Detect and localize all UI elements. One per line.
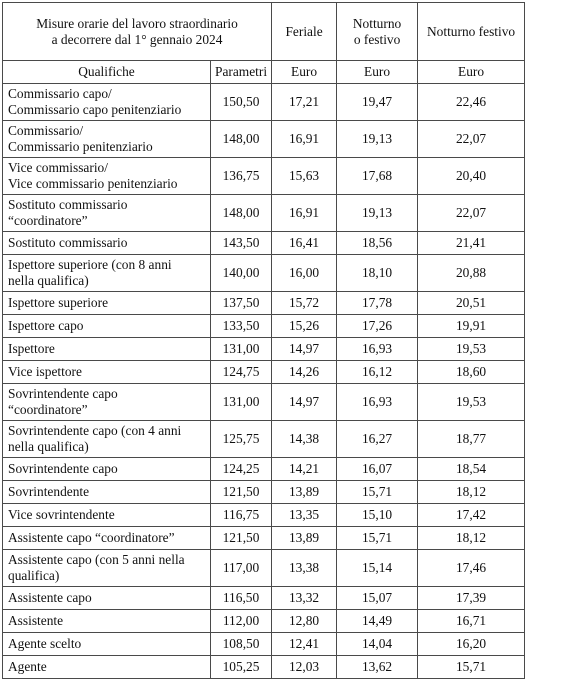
notturno-cell: 16,07 bbox=[337, 458, 418, 481]
table-row bbox=[3, 550, 525, 587]
notturno-festivo-cell: 19,91 bbox=[418, 315, 525, 338]
qualifica-cell bbox=[3, 338, 211, 361]
qualifica-cell bbox=[3, 121, 211, 158]
qualifica-label: Vice commissario/ Vice commissario penitenziario bbox=[8, 160, 178, 191]
table-title-line1: Misure orarie del lavoro straordinario bbox=[36, 15, 238, 31]
parametro-cell: 150,50 bbox=[211, 84, 272, 121]
qualifica-cell bbox=[3, 361, 211, 384]
qualifica-cell bbox=[3, 481, 211, 504]
table-row bbox=[3, 338, 525, 361]
parametro-cell: 137,50 bbox=[211, 292, 272, 315]
parametro-cell: 125,75 bbox=[211, 421, 272, 458]
table-row bbox=[3, 656, 525, 679]
qualifica-label: Commissario capo/ Commissario capo penitenziario bbox=[8, 86, 182, 117]
qualifica-label: Ispettore bbox=[8, 341, 55, 356]
table-row bbox=[3, 292, 525, 315]
subheader-row bbox=[3, 61, 525, 84]
overtime-rates-table bbox=[2, 2, 525, 679]
parametro-cell: 116,75 bbox=[211, 504, 272, 527]
table-row bbox=[3, 610, 525, 633]
qualifica-cell bbox=[3, 255, 211, 292]
qualifica-label: Assistente capo (con 5 anni nella qualifica) bbox=[8, 552, 185, 583]
table-row bbox=[3, 158, 525, 195]
qualifica-label: Agente bbox=[8, 659, 47, 674]
feriale-cell: 12,41 bbox=[272, 633, 337, 656]
col-header-notturno bbox=[337, 3, 418, 61]
notturno-cell: 15,14 bbox=[337, 550, 418, 587]
notturno-cell: 19,13 bbox=[337, 195, 418, 232]
col-header-feriale: Feriale bbox=[272, 3, 337, 61]
table-row bbox=[3, 195, 525, 232]
feriale-cell: 15,63 bbox=[272, 158, 337, 195]
feriale-cell: 16,91 bbox=[272, 195, 337, 232]
notturno-cell: 18,56 bbox=[337, 232, 418, 255]
parametro-cell: 124,25 bbox=[211, 458, 272, 481]
qualifica-cell bbox=[3, 610, 211, 633]
parametro-cell: 131,00 bbox=[211, 338, 272, 361]
table-row bbox=[3, 121, 525, 158]
notturno-cell: 13,62 bbox=[337, 656, 418, 679]
qualifica-cell bbox=[3, 656, 211, 679]
notturno-festivo-cell: 18,60 bbox=[418, 361, 525, 384]
qualifica-label: Assistente bbox=[8, 613, 64, 628]
feriale-cell: 14,97 bbox=[272, 338, 337, 361]
notturno-festivo-cell: 18,77 bbox=[418, 421, 525, 458]
table-row bbox=[3, 361, 525, 384]
table-row bbox=[3, 84, 525, 121]
feriale-cell: 15,26 bbox=[272, 315, 337, 338]
notturno-cell: 15,71 bbox=[337, 527, 418, 550]
notturno-festivo-cell: 22,07 bbox=[418, 195, 525, 232]
qualifica-label: Assistente capo “coordinatore” bbox=[8, 530, 175, 545]
parametro-cell: 108,50 bbox=[211, 633, 272, 656]
table-row bbox=[3, 527, 525, 550]
notturno-festivo-cell: 17,46 bbox=[418, 550, 525, 587]
parametro-cell: 116,50 bbox=[211, 587, 272, 610]
table-row bbox=[3, 587, 525, 610]
notturno-cell: 19,47 bbox=[337, 84, 418, 121]
parametro-cell: 112,00 bbox=[211, 610, 272, 633]
feriale-cell: 14,38 bbox=[272, 421, 337, 458]
notturno-festivo-cell: 16,71 bbox=[418, 610, 525, 633]
notturno-cell: 15,10 bbox=[337, 504, 418, 527]
qualifica-label: Ispettore superiore bbox=[8, 295, 109, 310]
qualifica-label: Sovrintendente bbox=[8, 484, 90, 499]
feriale-cell: 12,03 bbox=[272, 656, 337, 679]
parametro-cell: 148,00 bbox=[211, 195, 272, 232]
parametro-cell: 140,00 bbox=[211, 255, 272, 292]
unit-euro-notturno-festivo: Euro bbox=[418, 61, 525, 84]
qualifica-label: Vice sovrintendente bbox=[8, 507, 115, 522]
feriale-cell: 14,97 bbox=[272, 384, 337, 421]
notturno-cell: 16,93 bbox=[337, 384, 418, 421]
feriale-cell: 17,21 bbox=[272, 84, 337, 121]
notturno-cell: 17,26 bbox=[337, 315, 418, 338]
feriale-cell: 13,32 bbox=[272, 587, 337, 610]
notturno-festivo-cell: 19,53 bbox=[418, 384, 525, 421]
notturno-festivo-cell: 20,40 bbox=[418, 158, 525, 195]
parametro-cell: 136,75 bbox=[211, 158, 272, 195]
notturno-festivo-cell: 18,54 bbox=[418, 458, 525, 481]
notturno-festivo-cell: 18,12 bbox=[418, 527, 525, 550]
qualifica-cell bbox=[3, 384, 211, 421]
feriale-cell: 14,26 bbox=[272, 361, 337, 384]
notturno-festivo-cell: 22,46 bbox=[418, 84, 525, 121]
notturno-cell: 15,71 bbox=[337, 481, 418, 504]
qualifica-cell bbox=[3, 195, 211, 232]
qualifica-cell bbox=[3, 633, 211, 656]
parametro-cell: 124,75 bbox=[211, 361, 272, 384]
unit-euro-feriale: Euro bbox=[272, 61, 337, 84]
qualifica-label: Sovrintendente capo “coordinatore” bbox=[8, 386, 118, 417]
table-row bbox=[3, 504, 525, 527]
notturno-cell: 19,13 bbox=[337, 121, 418, 158]
notturno-cell: 16,93 bbox=[337, 338, 418, 361]
qualifica-cell bbox=[3, 84, 211, 121]
col-header-notturno-line2: o festivo bbox=[353, 31, 401, 47]
feriale-cell: 13,89 bbox=[272, 481, 337, 504]
notturno-festivo-cell: 18,12 bbox=[418, 481, 525, 504]
table-title-line2: a decorrere dal 1° gennaio 2024 bbox=[51, 31, 223, 47]
feriale-cell: 12,80 bbox=[272, 610, 337, 633]
parametro-cell: 121,50 bbox=[211, 481, 272, 504]
feriale-cell: 13,35 bbox=[272, 504, 337, 527]
qualifica-label: Sovrintendente capo bbox=[8, 461, 118, 476]
table-row bbox=[3, 232, 525, 255]
notturno-festivo-cell: 21,41 bbox=[418, 232, 525, 255]
qualifica-cell bbox=[3, 458, 211, 481]
col-header-qualifiche: Qualifiche bbox=[3, 61, 211, 84]
feriale-cell: 16,00 bbox=[272, 255, 337, 292]
qualifica-label: Ispettore capo bbox=[8, 318, 84, 333]
unit-euro-notturno: Euro bbox=[337, 61, 418, 84]
feriale-cell: 16,91 bbox=[272, 121, 337, 158]
notturno-festivo-cell: 19,53 bbox=[418, 338, 525, 361]
table-title-cell bbox=[3, 3, 272, 61]
qualifica-cell bbox=[3, 232, 211, 255]
table-body bbox=[3, 84, 525, 679]
qualifica-cell bbox=[3, 527, 211, 550]
notturno-cell: 14,49 bbox=[337, 610, 418, 633]
qualifica-cell bbox=[3, 421, 211, 458]
parametro-cell: 148,00 bbox=[211, 121, 272, 158]
parametro-cell: 121,50 bbox=[211, 527, 272, 550]
parametro-cell: 117,00 bbox=[211, 550, 272, 587]
qualifica-cell bbox=[3, 550, 211, 587]
notturno-festivo-cell: 22,07 bbox=[418, 121, 525, 158]
feriale-cell: 13,38 bbox=[272, 550, 337, 587]
col-header-parametri: Parametri bbox=[211, 61, 272, 84]
parametro-cell: 133,50 bbox=[211, 315, 272, 338]
notturno-cell: 15,07 bbox=[337, 587, 418, 610]
table-row bbox=[3, 255, 525, 292]
notturno-cell: 16,27 bbox=[337, 421, 418, 458]
header-row bbox=[3, 3, 525, 61]
table-row bbox=[3, 633, 525, 656]
parametro-cell: 131,00 bbox=[211, 384, 272, 421]
parametro-cell: 105,25 bbox=[211, 656, 272, 679]
table-row bbox=[3, 481, 525, 504]
feriale-cell: 15,72 bbox=[272, 292, 337, 315]
qualifica-cell bbox=[3, 292, 211, 315]
qualifica-cell bbox=[3, 315, 211, 338]
notturno-cell: 18,10 bbox=[337, 255, 418, 292]
notturno-festivo-cell: 17,42 bbox=[418, 504, 525, 527]
feriale-cell: 13,89 bbox=[272, 527, 337, 550]
qualifica-label: Sostituto commissario bbox=[8, 235, 128, 250]
notturno-cell: 17,68 bbox=[337, 158, 418, 195]
overtime-rates-table-container bbox=[2, 2, 525, 679]
col-header-notturno-festivo: Notturno festivo bbox=[418, 3, 525, 61]
qualifica-label: Ispettore superiore (con 8 anni nella qualifica) bbox=[8, 257, 172, 288]
notturno-festivo-cell: 15,71 bbox=[418, 656, 525, 679]
parametro-cell: 143,50 bbox=[211, 232, 272, 255]
notturno-cell: 14,04 bbox=[337, 633, 418, 656]
table-row bbox=[3, 458, 525, 481]
qualifica-label: Sovrintendente capo (con 4 anni nella qualifica) bbox=[8, 423, 182, 454]
qualifica-label: Commissario/ Commissario penitenziario bbox=[8, 123, 153, 154]
col-header-notturno-line1: Notturno bbox=[352, 15, 402, 31]
table-row bbox=[3, 384, 525, 421]
feriale-cell: 16,41 bbox=[272, 232, 337, 255]
notturno-cell: 16,12 bbox=[337, 361, 418, 384]
qualifica-label: Sostituto commissario “coordinatore” bbox=[8, 197, 128, 228]
notturno-festivo-cell: 16,20 bbox=[418, 633, 525, 656]
table-row bbox=[3, 315, 525, 338]
qualifica-label: Assistente capo bbox=[8, 590, 92, 605]
feriale-cell: 14,21 bbox=[272, 458, 337, 481]
qualifica-label: Vice ispettore bbox=[8, 364, 82, 379]
qualifica-label: Agente scelto bbox=[8, 636, 82, 651]
notturno-festivo-cell: 20,51 bbox=[418, 292, 525, 315]
table-row bbox=[3, 421, 525, 458]
qualifica-cell bbox=[3, 504, 211, 527]
notturno-cell: 17,78 bbox=[337, 292, 418, 315]
notturno-festivo-cell: 20,88 bbox=[418, 255, 525, 292]
qualifica-cell bbox=[3, 587, 211, 610]
notturno-festivo-cell: 17,39 bbox=[418, 587, 525, 610]
qualifica-cell bbox=[3, 158, 211, 195]
